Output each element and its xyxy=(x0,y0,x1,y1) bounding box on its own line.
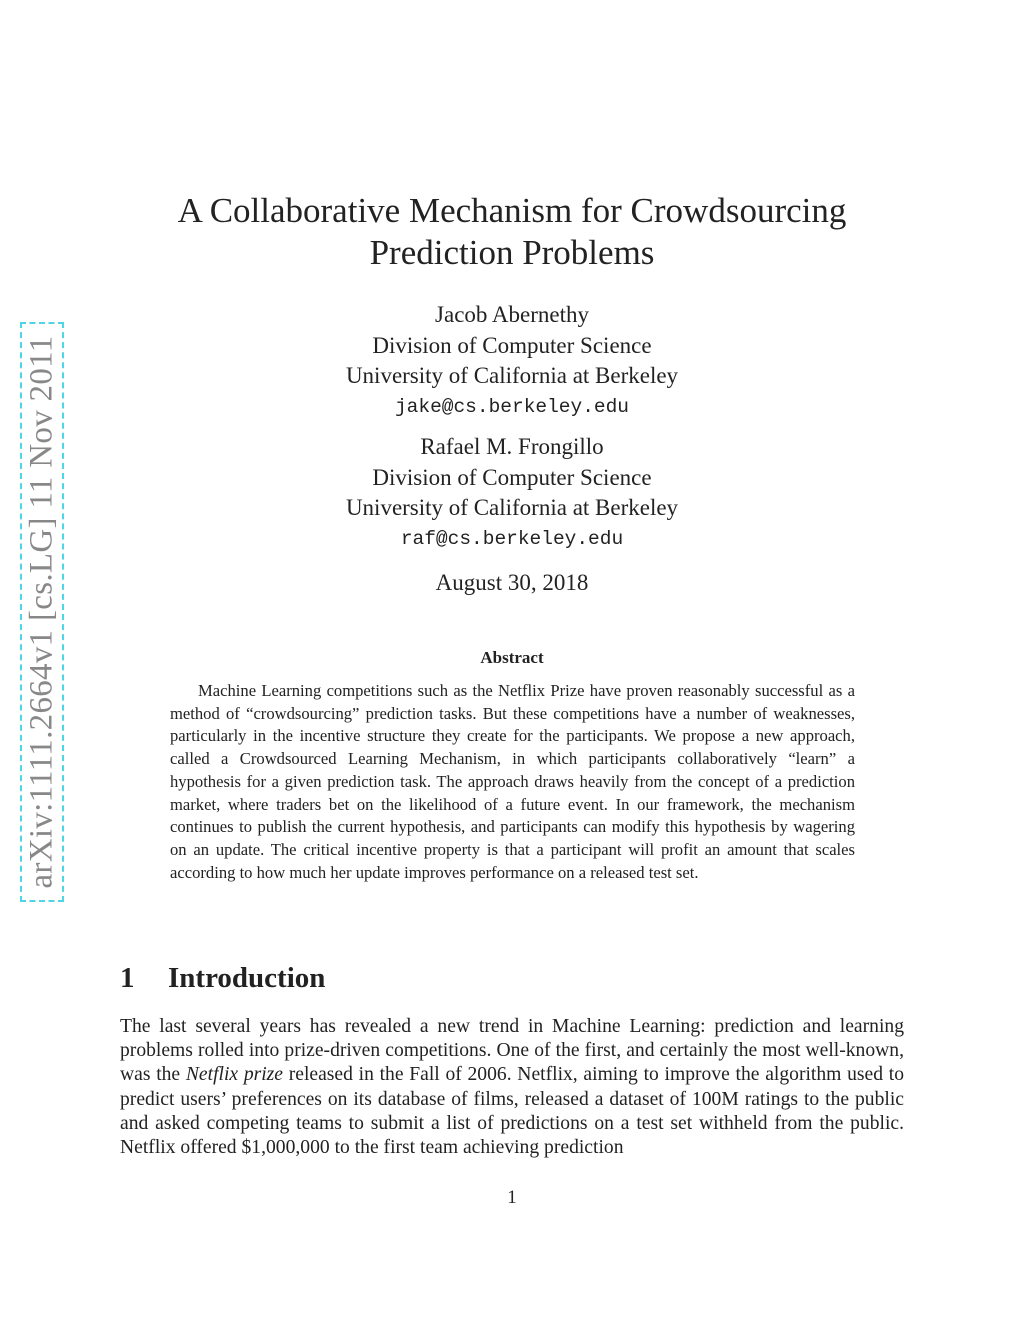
page-number: 1 xyxy=(507,1187,517,1208)
author-name: Jacob Abernethy xyxy=(435,302,589,327)
title-line-1: A Collaborative Mechanism for Crowdsourcing xyxy=(177,191,847,230)
author-institution: University of California at Berkeley xyxy=(345,363,679,388)
author-email: jake@cs.berkeley.edu xyxy=(394,395,630,418)
abstract-heading: Abstract xyxy=(480,648,544,667)
author-2 xyxy=(120,432,904,554)
author-email: raf@cs.berkeley.edu xyxy=(400,527,624,550)
paper-date: August 30, 2018 xyxy=(435,570,589,595)
author-department: Division of Computer Science xyxy=(372,332,652,358)
author-name: Rafael M. Frongillo xyxy=(420,434,604,459)
abstract-text: Machine Learning competitions such as the Netflix Prize have proven reasonably successful as a method of “crowdsourcing” prediction tasks. But these competitions have a number of weaknesses, particularly in the incentive structure they create for the participants. We propose a new approach, called a Crowdsourced Learning Mechanism, in which participants collaboratively “learn” a hypothesis for a given prediction task. The approach draws heavily from the concept of a prediction market, where traders bet on the likelihood of a future event. In our framework, the mechanism continues to publish the current hypothesis, and participants can modify this hypothesis by wagering on an update. The critical incentive property is that a participant will profit an amount that scales according to how much her update improves performance on a released test set. xyxy=(170,681,855,882)
arxiv-stamp xyxy=(20,322,64,902)
section-number: 1 xyxy=(120,962,135,994)
author-1 xyxy=(120,300,904,422)
title-line-2: Prediction Problems xyxy=(369,233,655,272)
arxiv-identifier: arXiv:1111.2664v1 [cs.LG] 11 Nov 2011 xyxy=(23,335,60,889)
intro-text-part-1: The last several years has revealed a new trend in Machine Learning: prediction and learning problems rolled into prize-driven competitions. One of the first, and certainly the most well-known, was the xyxy=(120,1016,904,1086)
author-department: Division of Computer Science xyxy=(372,464,652,490)
author-institution: University of California at Berkeley xyxy=(345,495,679,520)
paper-title xyxy=(120,190,904,274)
section-heading xyxy=(120,962,325,995)
netflix-prize-emphasis: Netflix prize xyxy=(185,1064,284,1086)
introduction-paragraph xyxy=(120,1015,904,1160)
section-title: Introduction xyxy=(168,962,326,994)
intro-text-part-2: released in the Fall of 2006. Netflix, aiming to improve the algorithm used to predict users’ preferences on its database of films, released a dataset of 100M ratings to the public and asked competing teams to submit a list of predictions on a test set withheld from the public. Netflix offered $1,000,000 to the first team achieving prediction xyxy=(120,1064,904,1159)
